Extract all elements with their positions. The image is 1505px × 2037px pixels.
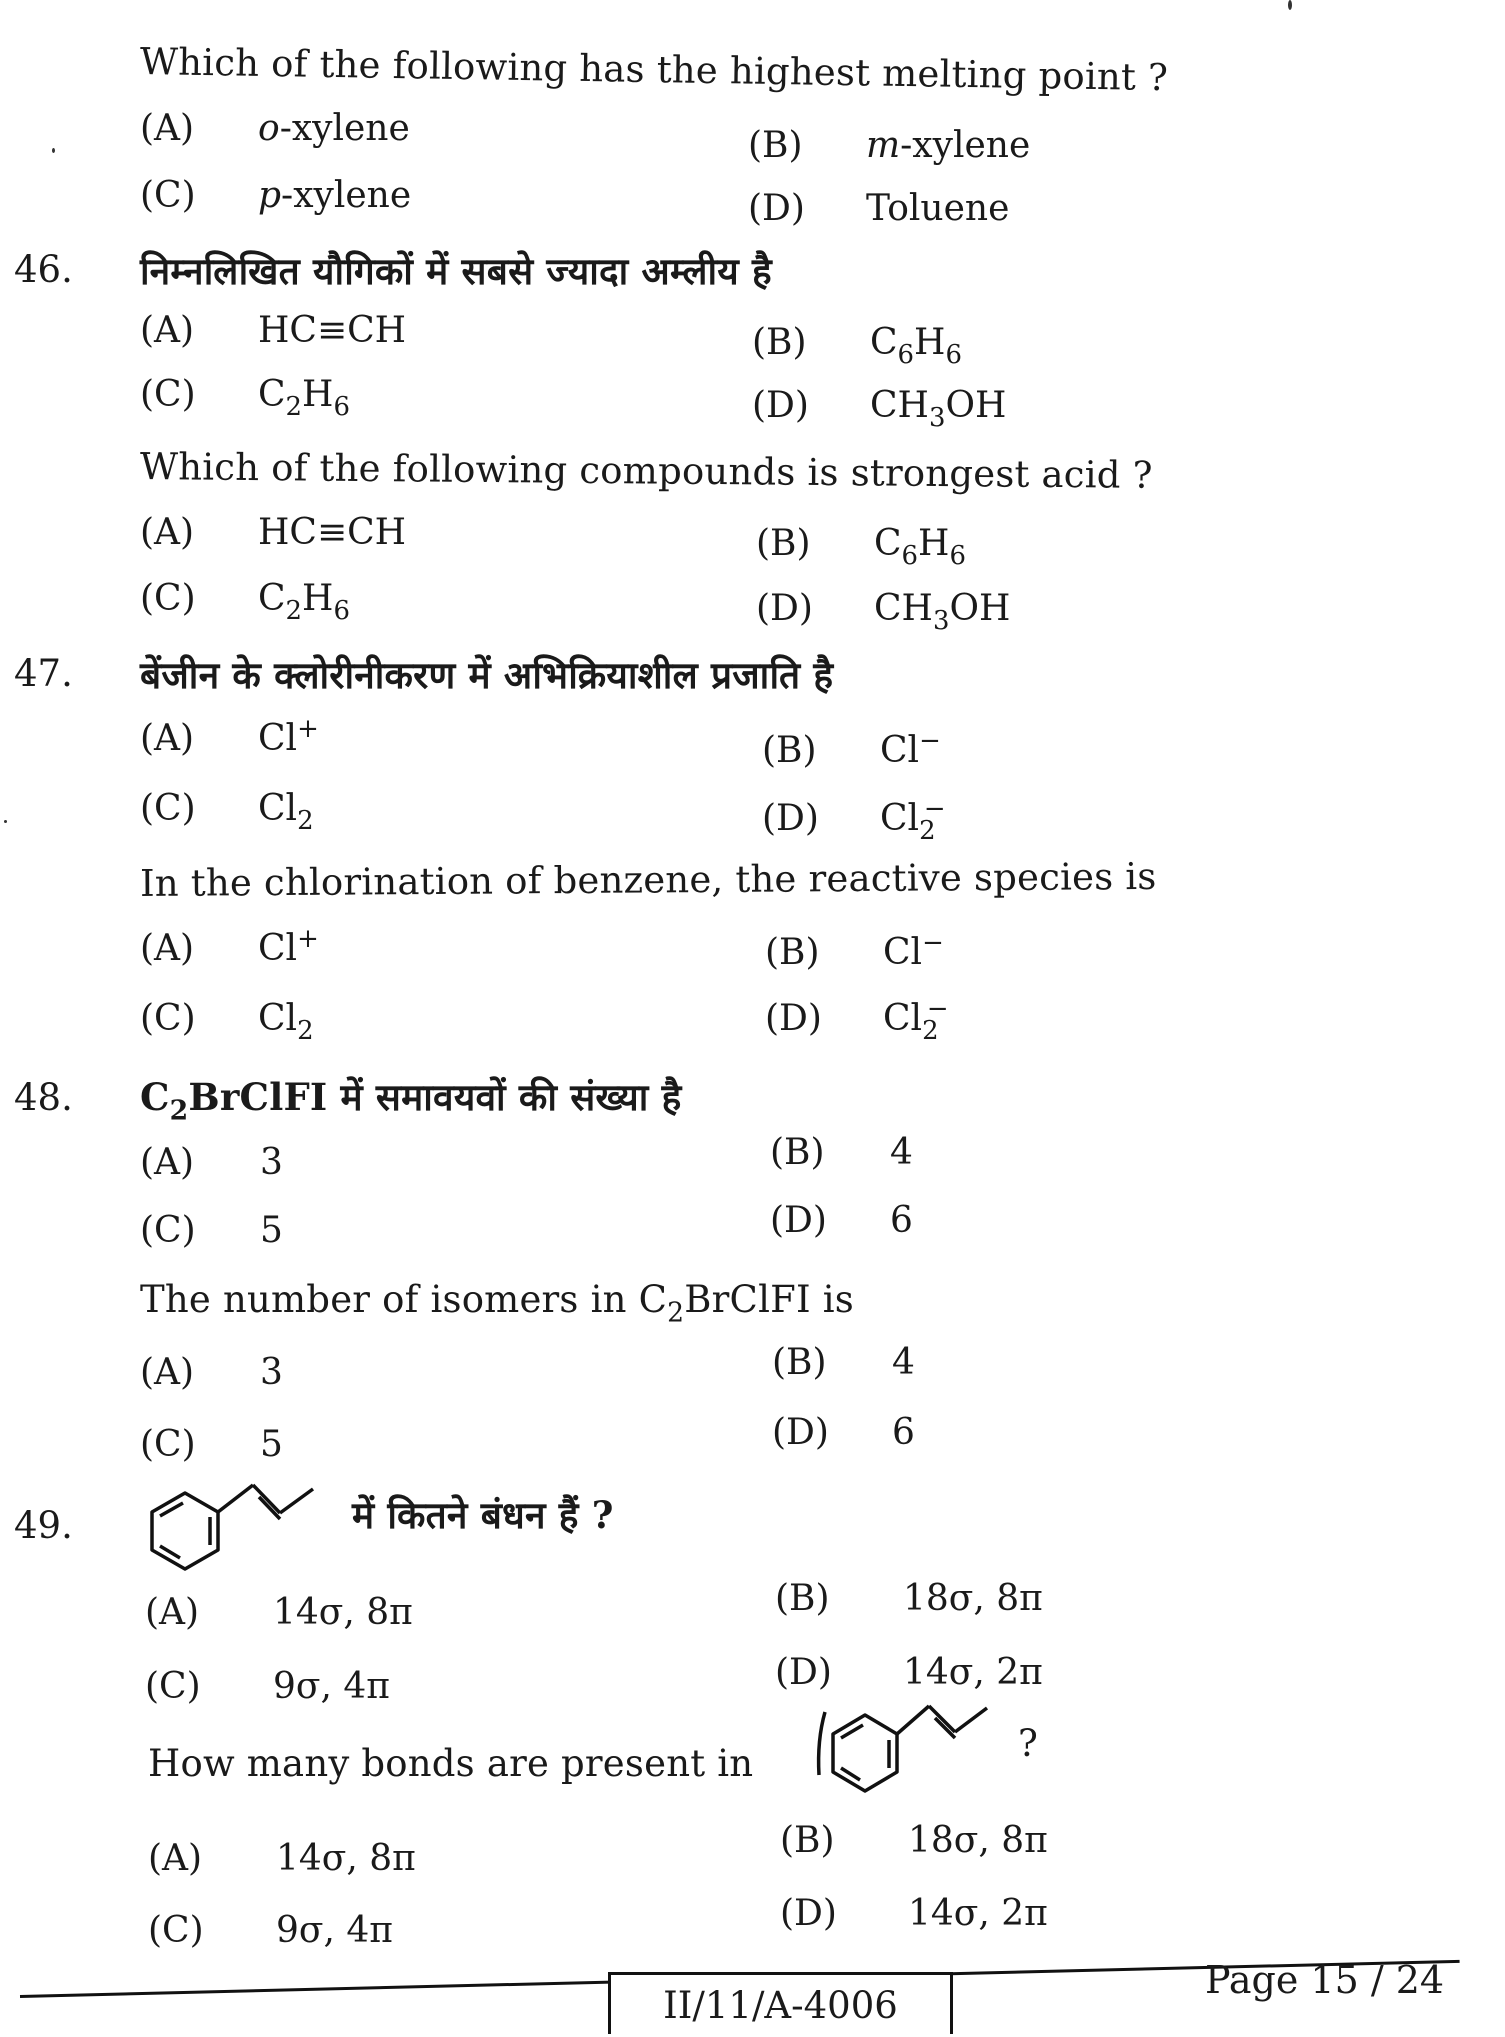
question-47-hindi: बेंजीन के क्लोरीनीकरण में अभिक्रियाशील प्रजाति है: [140, 653, 834, 697]
q47-option-d[interactable]: (D) $Cl_2^-$: [762, 794, 946, 847]
question-49-hindi: में कितने बंधन हैं ?: [352, 1493, 614, 1537]
propenylbenzene-structure-icon: [135, 1475, 350, 1575]
q47-en-option-b[interactable]: (B) Cl−: [765, 928, 944, 973]
q48-en-option-d[interactable]: (D) 6: [772, 1412, 915, 1453]
question-47-number: 47.: [14, 652, 73, 695]
question-49-number: 49.: [14, 1504, 73, 1547]
q49-en-option-a[interactable]: (A) 14σ, 8π: [148, 1838, 416, 1879]
q49-option-c[interactable]: (C) 9σ, 4π: [145, 1666, 390, 1707]
q46-option-b[interactable]: (B) $C_6H_6$: [752, 322, 962, 371]
q47-option-a[interactable]: (A) Cl+: [140, 714, 319, 759]
q48-en-option-b[interactable]: (B) 4: [772, 1342, 915, 1383]
question-46-number: 46.: [14, 248, 73, 291]
question-48-hindi: $C_2BrClFI$ में समावयवों की संख्या है: [140, 1075, 682, 1127]
q47-en-option-d[interactable]: (D) $Cl_2^-$: [765, 994, 949, 1047]
q46-en-option-b[interactable]: (B) $C_6H_6$: [756, 523, 966, 572]
question-49-english: How many bonds are present in: [148, 1742, 754, 1785]
q46-en-option-d[interactable]: (D) $CH_3OH$: [756, 588, 1011, 637]
q49-en-option-d[interactable]: (D) 14σ, 2π: [780, 1893, 1048, 1934]
question-46-hindi: निम्नलिखित यौगिकों में सबसे ज्यादा अम्लीय है: [140, 249, 772, 293]
q48-option-c[interactable]: (C) 5: [140, 1210, 283, 1251]
q45-option-b[interactable]: (B) m-xylene: [748, 125, 1031, 166]
question-49-english-suffix: ?: [1018, 1722, 1039, 1765]
q48-option-a[interactable]: (A) 3: [140, 1142, 283, 1183]
q46-option-d[interactable]: (D) $CH_3OH$: [752, 385, 1007, 434]
paper-code: II/11/A-4006: [608, 1972, 953, 2034]
scan-speck: [1288, 0, 1292, 10]
q45-option-d[interactable]: (D) Toluene: [748, 188, 1010, 229]
q47-en-option-a[interactable]: (A) Cl+: [140, 924, 319, 969]
question-46-english: Which of the following compounds is strongest acid ?: [139, 445, 1153, 497]
q46-en-option-c[interactable]: (C) $C_2H_6$: [140, 578, 350, 627]
q46-en-option-a[interactable]: (A) HC≡CH: [140, 512, 407, 553]
q48-option-d[interactable]: (D) 6: [770, 1200, 913, 1241]
q46-option-c[interactable]: (C) $C_2H_6$: [140, 374, 350, 423]
page-number: Page 15 / 24: [1205, 1958, 1445, 2002]
q45-option-a[interactable]: (A) o-xylene: [140, 108, 410, 149]
scan-speck: [4, 820, 7, 823]
q49-en-option-b[interactable]: (B) 18σ, 8π: [780, 1820, 1048, 1861]
question-45-english: Which of the following has the highest melting point ?: [139, 40, 1169, 100]
q49-option-d[interactable]: (D) 14σ, 2π: [775, 1652, 1043, 1693]
q49-en-option-c[interactable]: (C) 9σ, 4π: [148, 1910, 393, 1951]
q48-en-option-c[interactable]: (C) 5: [140, 1424, 283, 1465]
q48-option-b[interactable]: (B) 4: [770, 1132, 913, 1173]
q47-option-c[interactable]: (C) $Cl_2$: [140, 788, 314, 837]
q46-option-a[interactable]: (A) HC≡CH: [140, 310, 407, 351]
question-47-english: In the chlorination of benzene, the reactive species is: [139, 854, 1157, 905]
q49-option-a[interactable]: (A) 14σ, 8π: [145, 1592, 413, 1633]
scan-speck: [52, 148, 55, 153]
question-48-number: 48.: [14, 1076, 73, 1119]
propenylbenzene-structure-en-icon: [805, 1700, 1035, 1805]
q47-option-b[interactable]: (B) Cl−: [762, 726, 941, 771]
q45-option-c[interactable]: (C) p-xylene: [140, 175, 412, 216]
q48-en-option-a[interactable]: (A) 3: [140, 1352, 283, 1393]
q47-en-option-c[interactable]: (C) $Cl_2$: [140, 998, 314, 1047]
q49-option-b[interactable]: (B) 18σ, 8π: [775, 1578, 1043, 1619]
question-48-english: The number of isomers in $C_2BrClFI$ is: [140, 1278, 854, 1329]
